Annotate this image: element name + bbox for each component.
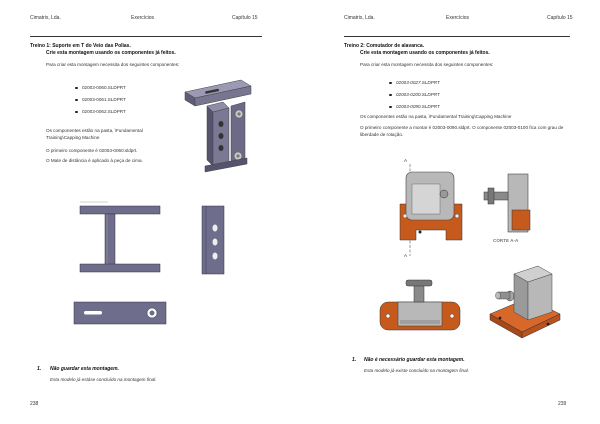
page-number: 238 <box>30 401 39 407</box>
intro-text: Para criar esta montagem necessita dos seguintes componentes: <box>46 62 180 67</box>
header-rule <box>344 36 570 37</box>
folder-note: Os componentes estão na pasta, \Fundamental Training\Capping Machine <box>360 114 512 119</box>
header-chapter: Capítulo 15 <box>232 15 258 21</box>
header-company: Cimatrix, Lda. <box>344 15 375 21</box>
step-note: Esta modelo já estáse concluído na montagem final. <box>50 377 157 382</box>
toggle-switch-isometric-image <box>488 262 562 342</box>
step-text: Não guardar esta montagem. <box>50 366 119 372</box>
t-bracket-front-view-image <box>70 200 170 280</box>
toggle-switch-top-view-image <box>378 276 462 336</box>
folder-note: Os componentes estão na pasta, \Fundamental Training\Capping Machine <box>46 128 143 140</box>
list-item: 02003-0061.SLDPRT <box>75 97 126 109</box>
step-number: 1. <box>37 366 42 372</box>
header-rule <box>30 36 262 37</box>
mate-note: O Mate de distância é aplicado à peça de cima. <box>46 158 143 163</box>
exercise-title: Treino 2: Comutador de alavanca. <box>344 43 425 49</box>
intro-text: Para criar esta montagem necessita dos seguintes componentes: <box>360 62 494 67</box>
header-chapter: Capítulo 15 <box>547 15 573 21</box>
page-number: 239 <box>558 401 567 407</box>
header-section: Exercícios <box>446 15 470 21</box>
exercise-subtitle: Crie esta montagem usando os componentes já feitos. <box>360 50 490 56</box>
first-component-note: O primeiro componente é 02003-0060.sldprt. <box>46 148 138 153</box>
t-bracket-isometric-image <box>183 78 263 178</box>
exercise-subtitle: Crie esta montagem usando os componentes já feitos. <box>46 50 176 56</box>
exercise-title: Treino 1: Suporte em T do Veio das Polias. <box>30 43 131 49</box>
component-list <box>389 80 440 116</box>
header-company: Cimatrix, Lda. <box>30 15 61 21</box>
list-item: 02003-0027.SLDPRT <box>389 80 440 92</box>
first-component-note: O primeiro componente a montar é 02003-0090.sldprt. O componente 02003-0100 fica com grau de liberdade de rotação. <box>360 125 564 137</box>
toggle-switch-front-view-image <box>396 160 468 260</box>
right-page <box>300 0 600 424</box>
section-label: CORTE A-A <box>493 238 519 243</box>
list-item: 02003-0062.SLDPRT <box>75 109 126 121</box>
section-marker-bottom: A <box>404 253 408 258</box>
step-note: Esta modelo já existe concluído na montagem final. <box>364 368 469 373</box>
list-item: 02003-0060.SLDPRT <box>75 85 126 97</box>
component-list <box>75 85 126 121</box>
t-bracket-top-view-image <box>72 300 172 328</box>
t-bracket-side-view-image <box>200 204 228 278</box>
step-number: 1. <box>352 357 357 363</box>
header-section: Exercícios <box>131 15 155 21</box>
list-item: 02003-0090.SLDPRT <box>389 104 440 116</box>
list-item: 02003-0200.SLDPRT <box>389 92 440 104</box>
toggle-switch-section-view-image <box>482 170 532 240</box>
step-text: Não é necessário guardar esta montagem. <box>364 357 465 363</box>
section-marker-top: A <box>404 158 408 163</box>
